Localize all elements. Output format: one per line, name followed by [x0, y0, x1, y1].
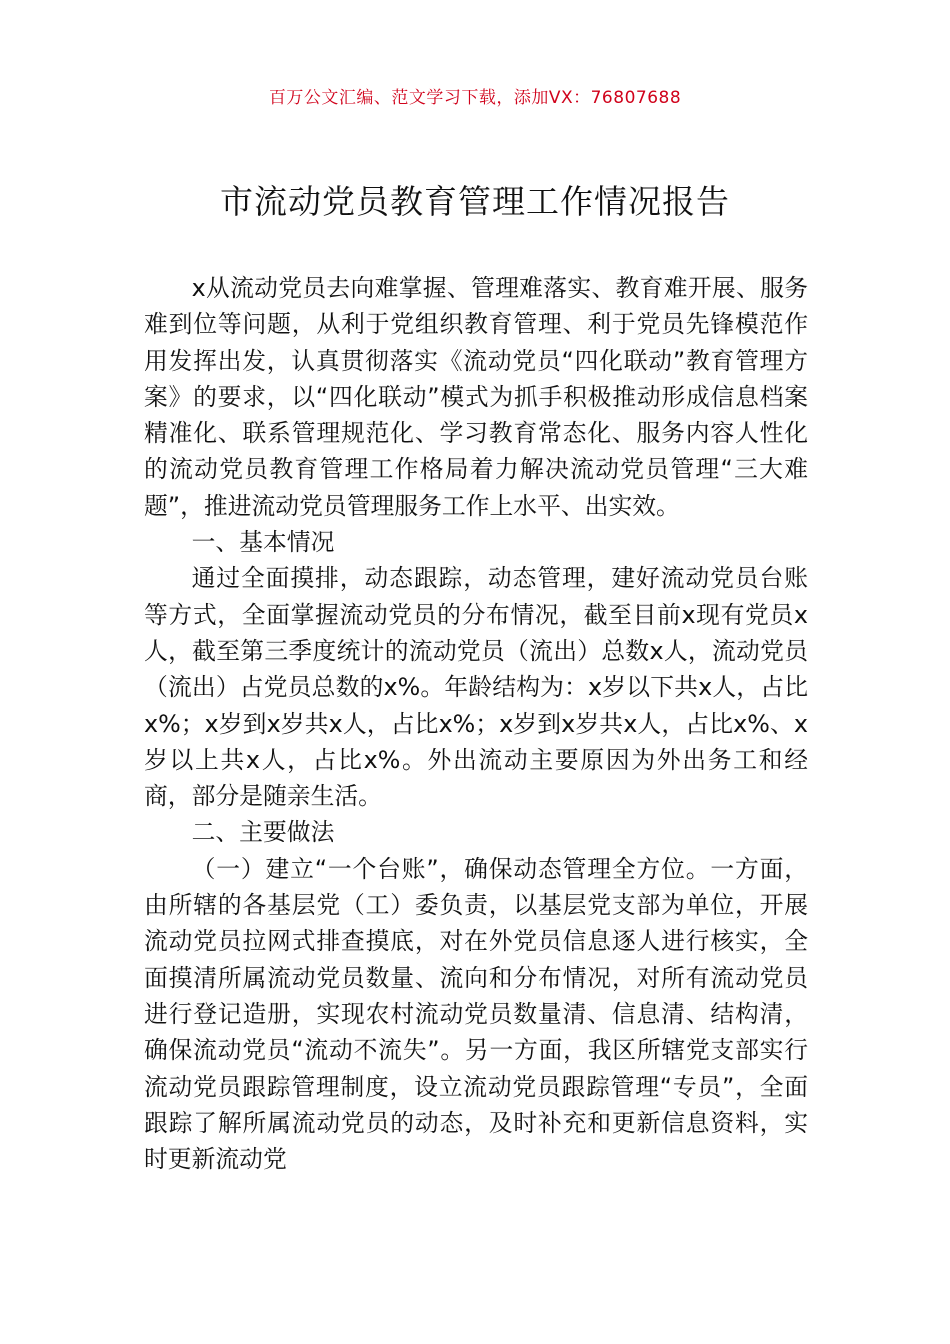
promo-banner: 百万公文汇编、范文学习下载，添加VX：76807688 [268, 88, 682, 108]
section-heading-main-practices: 二、主要做法 [191, 818, 335, 847]
section-heading-basic-situation: 一、基本情况 [191, 528, 335, 557]
intro-paragraph: x从流动党员去向难掌握、管理难落实、教育难开展、服务难到位等问题，从利于党组织教育管理、利于党员先锋模范作用发挥出发，认真贯彻落实《流动党员“四化联动”教育管理方案》的要求，以“四化联动”模式为抓手积极推动形成信息档案精准化、联系管理规范化、学习教育常态化、服务内容人性化的流动党员教育管理工作格局着力解决流动党员管理“三大难题”，推进流动党员管理服务工作上水平、出实效。 [144, 274, 808, 520]
document-body [144, 270, 808, 1177]
basic-situation-paragraph: 通过全面摸排，动态跟踪，动态管理，建好流动党员台账等方式，全面掌握流动党员的分布情况，截至目前x现有党员x人，截至第三季度统计的流动党员（流出）总数x人，流动党员（流出）占党员总数的x%。年龄结构为：x岁以下共x人，占比x%；x岁到x岁共x人，占比x%；x岁到x岁共x人，占比x%、x岁以上共x人，占比x%。外出流动主要原因为外出务工和经商，部分是随亲生活。 [144, 564, 808, 811]
practice-paragraph-1: （一）建立“一个台账”，确保动态管理全方位。一方面，由所辖的各基层党（工）委负责，以基层党支部为单位，开展流动党员拉网式排查摸底，对在外党员信息逐人进行核实，全面摸清所属流动党员数量、流向和分布情况，对所有流动党员进行登记造册，实现农村流动党员数量清、信息清、结构清，确保流动党员“流动不流失”。另一方面，我区所辖党支部实行流动党员跟踪管理制度，设立流动党员跟踪管理“专员”，全面跟踪了解所属流动党员的动态，及时补充和更新信息资料，实时更新流动党 [144, 854, 808, 1174]
document-title: 市流动党员教育管理工作情况报告 [220, 182, 730, 221]
